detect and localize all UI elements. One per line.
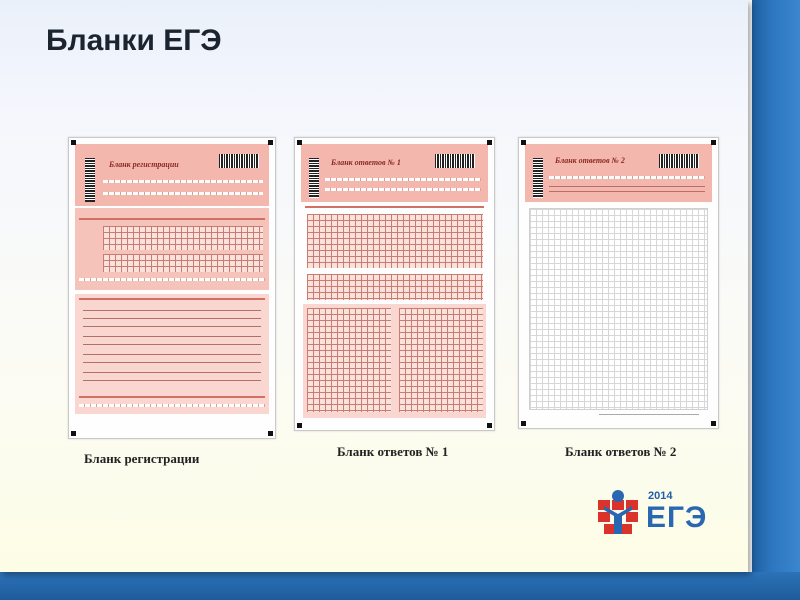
form-header-title: Бланк ответов № 1 [331,158,401,167]
text-line [83,372,261,373]
corner-marker [71,140,76,145]
corner-marker [297,423,302,428]
form-header [525,144,712,202]
ege-logo [594,488,718,538]
answer-cells [307,308,391,412]
form-header [301,144,488,202]
section-bar [79,298,265,300]
text-line [549,186,705,187]
form-barcode [219,154,259,168]
corner-marker [71,431,76,436]
registration-form-image [68,137,276,439]
logo-text: ЕГЭ [646,501,708,534]
form-field-row [79,278,265,281]
vertical-barcode [309,158,319,198]
text-line [83,336,261,337]
answer-form-1-image [294,137,495,431]
answer-cells [307,274,483,300]
text-line [599,414,699,415]
logo-year: 2014 [648,490,673,502]
form-field-row [103,192,263,195]
text-line [83,344,261,345]
vertical-barcode [533,158,543,198]
form-field-row [325,178,481,181]
form-barcode [659,154,699,168]
text-line [549,191,705,192]
form-field-row [103,180,263,183]
section-bar [79,396,265,398]
form-header-title: Бланк ответов № 2 [555,156,625,165]
vertical-barcode [85,158,95,202]
frame-right-border [752,0,800,600]
corner-marker [521,421,526,426]
answer-cells [399,308,483,412]
form-field-row [79,404,265,407]
corner-marker [521,140,526,145]
text-line [83,310,261,311]
caption-answer-form-1: Бланк ответов № 1 [337,444,449,459]
text-line [83,318,261,319]
participant-cells [103,226,263,250]
slide-title: Бланки ЕГЭ [46,24,222,57]
text-line [83,354,261,355]
answer-cells [307,214,483,268]
frame-bottom-border [0,572,800,600]
corner-marker [487,140,492,145]
caption-registration-form: Бланк регистрации [84,451,200,466]
form-header-title: Бланк регистрации [109,160,179,169]
corner-marker [268,140,273,145]
caption-answer-form-2: Бланк ответов № 2 [565,444,677,459]
answer-form-2-image [518,137,719,429]
corner-marker [268,431,273,436]
corner-marker [297,140,302,145]
answer-grid [529,208,708,410]
section-bar [79,218,265,220]
form-barcode [435,154,475,168]
corner-marker [711,421,716,426]
ege-logo-figure [594,488,646,536]
participant-cells [103,254,263,272]
text-line [83,326,261,327]
form-field-row [549,176,705,179]
text-line [83,362,261,363]
form-field-row [325,188,481,191]
section-bar [305,206,484,208]
corner-marker [487,423,492,428]
text-line [83,380,261,381]
corner-marker [711,140,716,145]
